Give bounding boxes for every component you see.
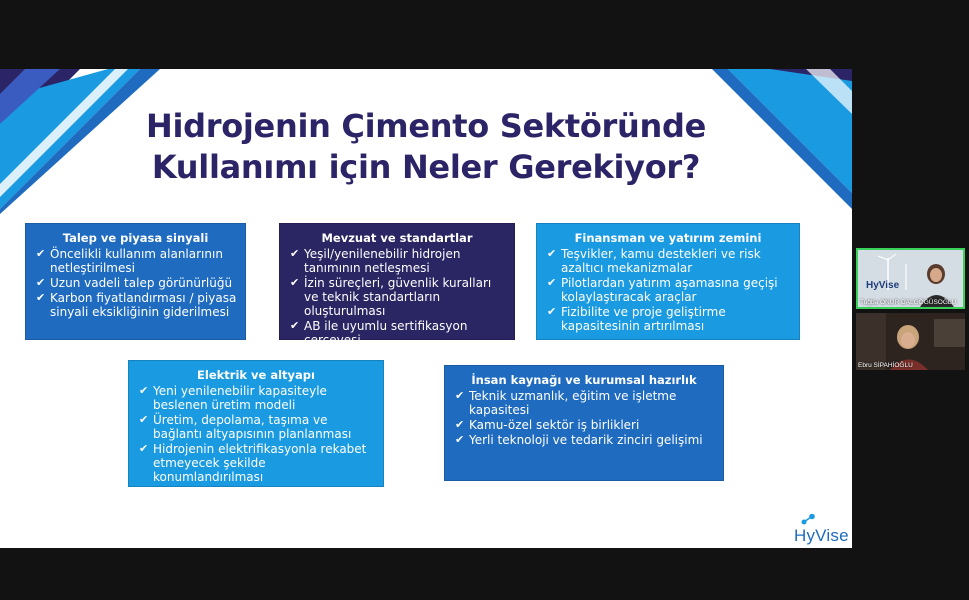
check-icon: ✔ (290, 247, 300, 260)
check-icon: ✔ (547, 305, 557, 318)
card-heading: Mevzuat ve standartlar (321, 231, 473, 245)
list-item-text: İzin süreçleri, güvenlik kuralları ve teknik standartların oluşturulması (304, 276, 492, 318)
list-item-text: Uzun vadeli talep görünürlüğü (50, 276, 233, 290)
check-icon: ✔ (290, 276, 300, 289)
list-item (137, 413, 375, 441)
list-item-text: AB ile uyumlu sertifikasyon çerçevesi (304, 319, 468, 347)
shared-slide (0, 69, 852, 548)
list-item (453, 389, 715, 417)
card-human-resources (444, 365, 724, 481)
card-heading: Talep ve piyasa sinyali (62, 231, 209, 245)
list-item (34, 291, 237, 319)
check-icon: ✔ (547, 276, 557, 289)
list-item (453, 433, 715, 447)
list-item-text: Karbon fiyatlandırması / piyasa sinyali eksikliğinin giderilmesi (50, 291, 237, 319)
list-item-text: Teşvikler, kamu destekleri ve risk azaltıcı mekanizmalar (561, 247, 761, 275)
check-icon: ✔ (139, 413, 149, 426)
list-item-text: Pilotlardan yatırım aşamasına geçişi kolaylaştıracak araçlar (561, 276, 778, 304)
slide-title-line-2: Kullanımı için Neler Gerekiyor? (151, 148, 701, 186)
check-icon: ✔ (455, 418, 465, 431)
check-icon: ✔ (36, 291, 46, 304)
card-regulation-standards (279, 223, 515, 347)
check-icon: ✔ (36, 276, 46, 289)
card-electricity-infrastructure (128, 360, 384, 487)
slide-title (0, 106, 852, 188)
card-heading: Elektrik ve altyapı (197, 368, 315, 382)
list-item-text: Yerli teknoloji ve tedarik zinciri gelişimi (469, 433, 703, 447)
check-icon: ✔ (36, 247, 46, 260)
molecule-icon (800, 513, 820, 525)
check-icon: ✔ (455, 389, 465, 402)
tile-logo-text: HyVise (866, 280, 900, 291)
list-item-text: Teknik uzmanlık, eğitim ve işletme kapasitesi (469, 389, 677, 417)
list-item (137, 384, 375, 412)
list-item (137, 442, 375, 484)
list-item-text: Fizibilite ve proje geliştirme kapasitesinin artırılması (561, 305, 726, 333)
list-item-text: Yeni yenilenebilir kapasiteyle beslenen üretim modeli (153, 384, 327, 412)
card-demand-market-signal (25, 223, 246, 340)
card-heading: İnsan kaynağı ve kurumsal hazırlık (471, 373, 697, 387)
participant-tile-1[interactable] (856, 248, 965, 309)
participant-name: Ebru SİPAHİOĞLU (858, 362, 913, 369)
check-icon: ✔ (455, 433, 465, 446)
list-item-text: Hidrojenin elektrifikasyonla rekabet etmeyecek şekilde konumlandırılması (153, 442, 367, 484)
list-item (288, 319, 506, 347)
participant-tile-2[interactable] (856, 313, 965, 370)
check-icon: ✔ (139, 442, 149, 455)
check-icon: ✔ (139, 384, 149, 397)
list-item (34, 247, 237, 275)
list-item (545, 305, 791, 333)
list-item (34, 276, 237, 290)
list-item (288, 247, 506, 275)
list-item (453, 418, 715, 432)
list-item-text: Kamu-özel sektör iş birlikleri (469, 418, 640, 432)
check-icon: ✔ (547, 247, 557, 260)
slide-title-line-1: Hidrojenin Çimento Sektöründe (145, 107, 707, 145)
list-item-text: Yeşil/yenilenebilir hidrojen tanımının netleşmesi (304, 247, 461, 275)
participant-name: Tuğba ONUR DALGÖGÜSOĞLU (860, 299, 957, 306)
check-icon: ✔ (290, 319, 300, 332)
brand-name: HyVise (794, 526, 849, 545)
list-item-text: Öncelikli kullanım alanlarının netleştirilmesi (50, 247, 223, 275)
list-item (545, 247, 791, 275)
list-item-text: Üretim, depolama, taşıma ve bağlantı altyapısının planlanması (153, 413, 352, 441)
hyvise-logo (792, 513, 852, 545)
list-item (288, 276, 506, 318)
card-heading: Finansman ve yatırım zemini (574, 231, 762, 245)
card-finance-investment (536, 223, 800, 340)
list-item (545, 276, 791, 304)
